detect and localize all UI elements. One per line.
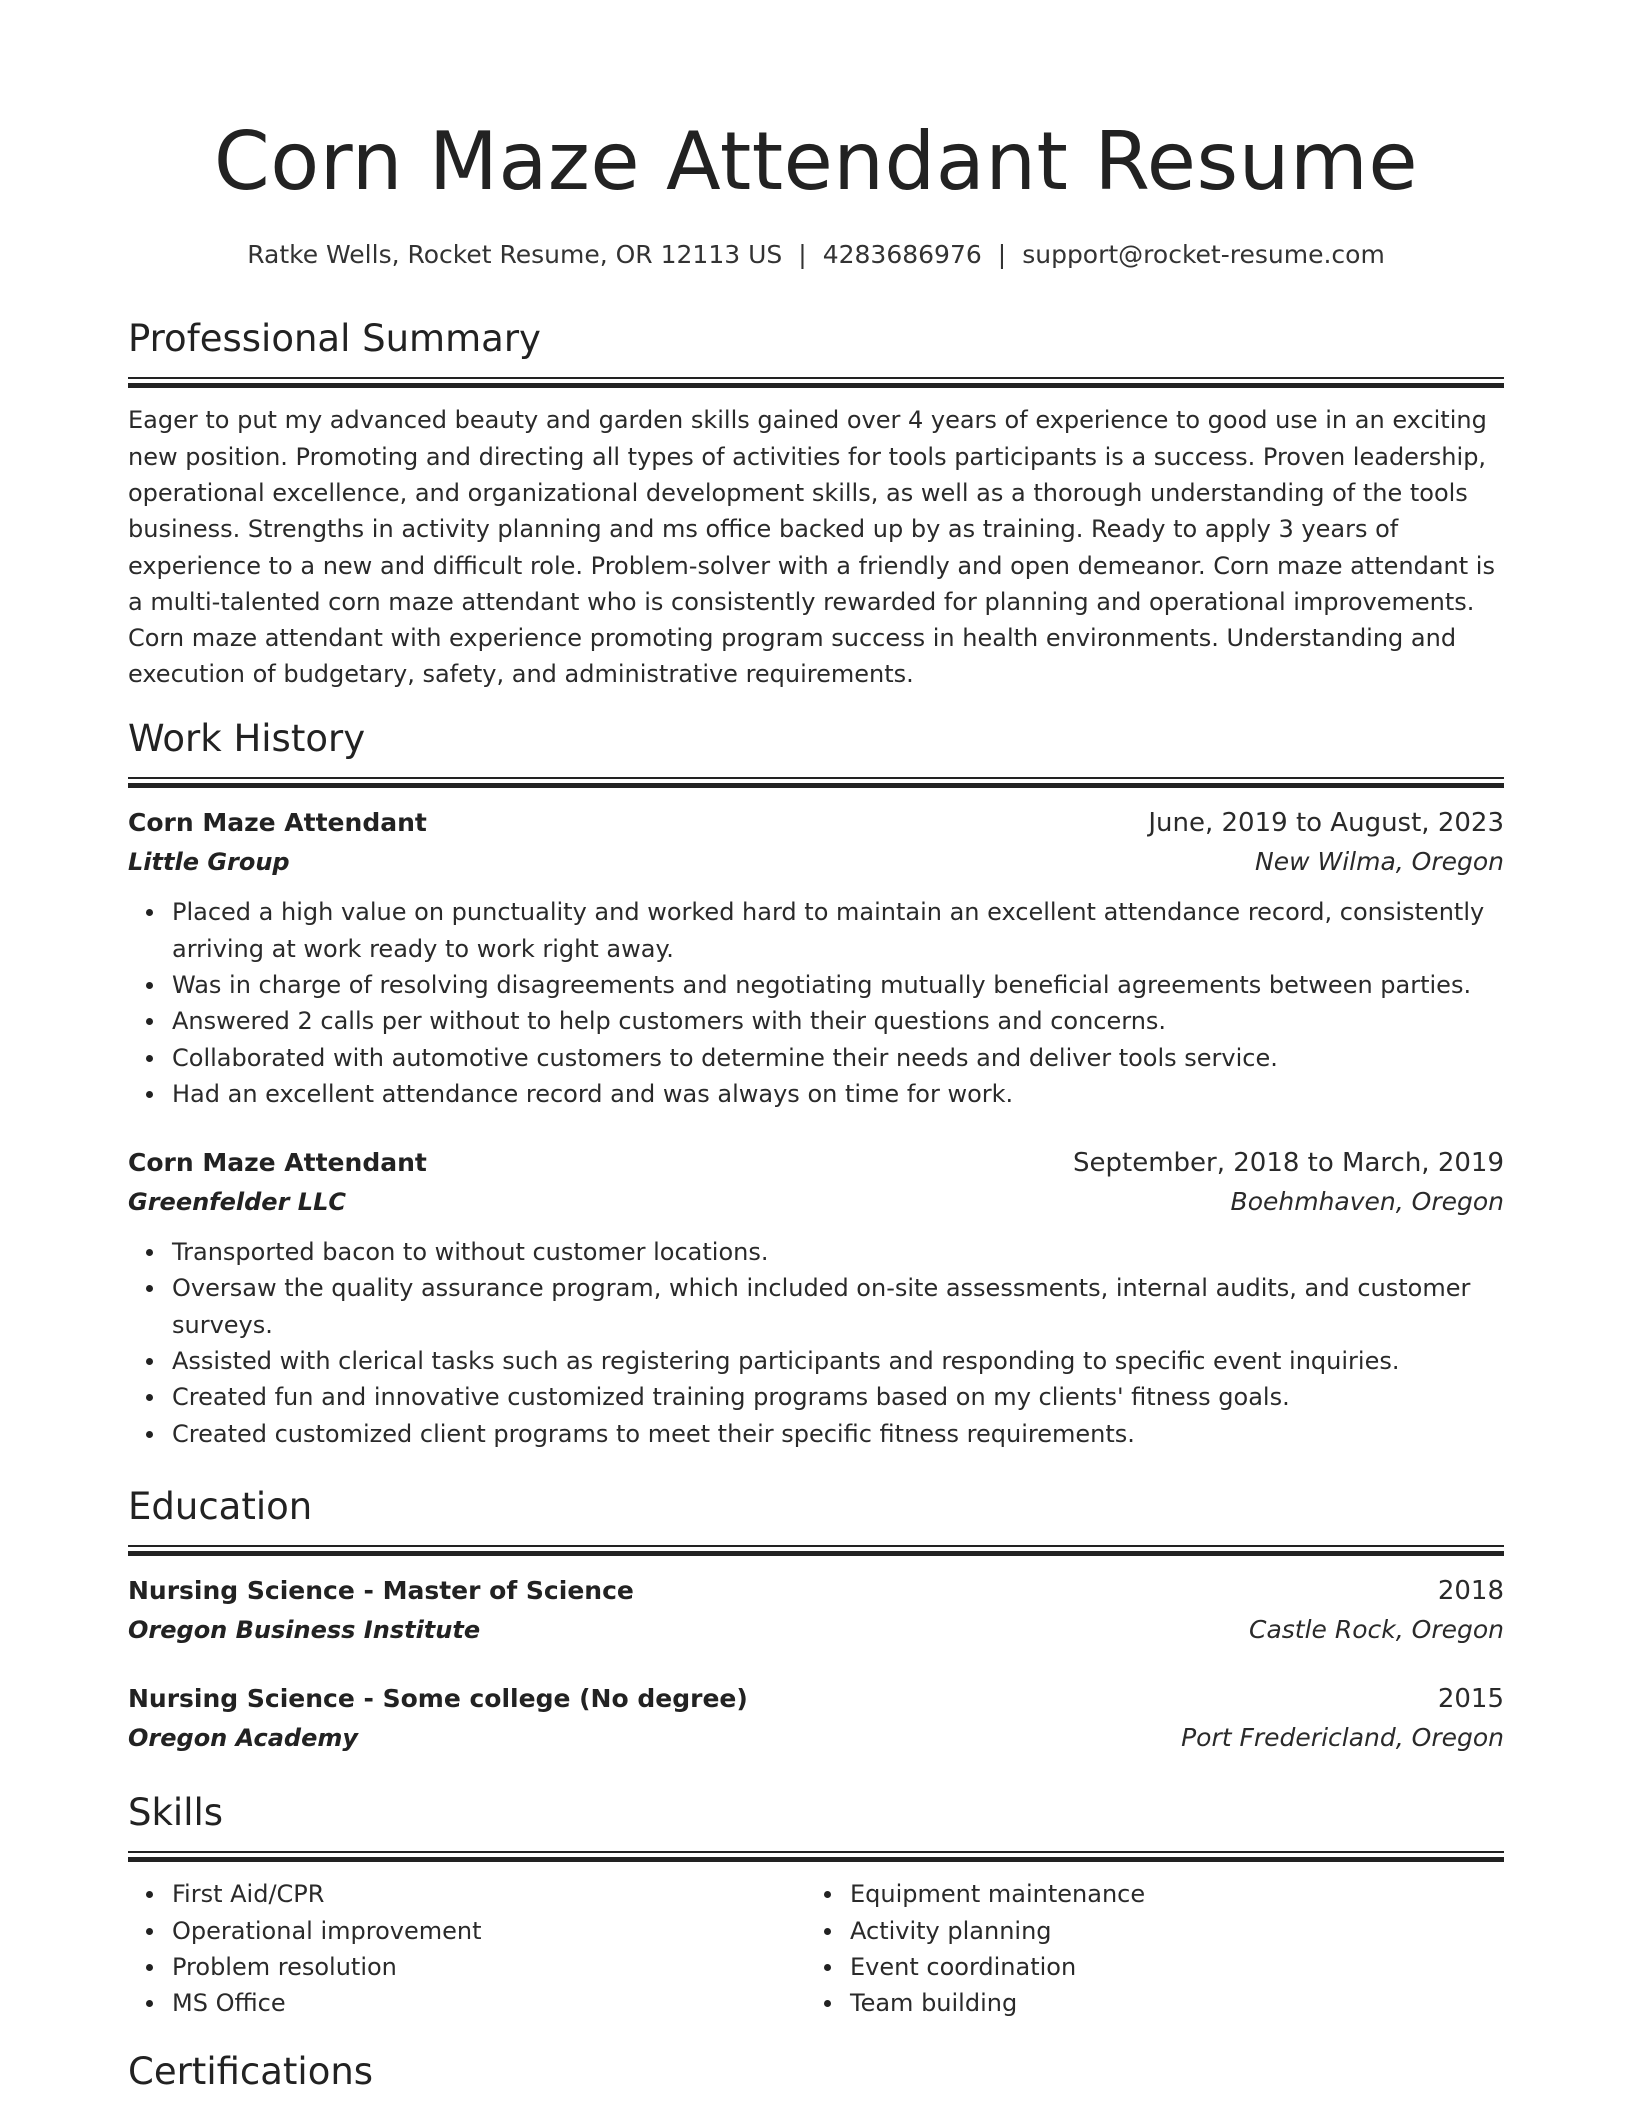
section-heading: Education [128,1485,313,1528]
contact-address: Ratke Wells, Rocket Resume, OR 12113 US [247,240,783,269]
job-duty-item: Assisted with clerical tasks such as registering participants and responding to specific event inquiries. [172,1343,1504,1379]
contact-email: support@rocket-resume.com [1022,240,1385,269]
degree-name: Nursing Science - Some college (No degree) [128,1684,748,1714]
job-dates: September, 2018 to March, 2019 [1073,1148,1504,1179]
skills-column-right [806,1876,1484,2021]
job-location: Boehmhaven, Oregon [1230,1187,1504,1217]
section-heading: Skills [128,1791,224,1834]
degree-name: Nursing Science - Master of Science [128,1576,634,1606]
job-title: Corn Maze Attendant [128,1148,427,1178]
skill-item: Problem resolution [172,1949,806,1985]
education-entry [128,1680,1504,1758]
work-history-section [128,717,1504,1452]
job-duty-item: Collaborated with automotive customers to determine their needs and deliver tools service. [172,1040,1504,1076]
company-name: Little Group [128,848,290,877]
skills-section [128,1791,1504,2022]
contact-line [128,240,1504,269]
section-divider [128,377,1504,388]
section-heading: Work History [128,717,366,760]
skill-item: First Aid/CPR [172,1876,806,1912]
company-name: Greenfelder LLC [128,1188,346,1217]
contact-phone: 4283686976 [822,240,982,269]
graduation-year: 2015 [1437,1684,1504,1715]
certifications-section [128,2050,1504,2094]
school-location: Castle Rock, Oregon [1248,1615,1504,1645]
job-duties [128,1234,1504,1452]
job-duty-item: Created fun and innovative customized training programs based on my clients' fitness goals. [172,1379,1504,1415]
skills-grid [128,1876,1504,2021]
skill-item: Team building [850,1985,1484,2021]
section-divider [128,1545,1504,1556]
job-duty-item: Was in charge of resolving disagreements and negotiating mutually beneficial agreements between parties. [172,967,1504,1003]
skill-item: Activity planning [850,1913,1484,1949]
skill-item: Event coordination [850,1949,1484,1985]
job-entry [128,804,1504,1112]
job-duty-item: Placed a high value on punctuality and worked hard to maintain an excellent attendance record, consistently arriving at work ready to work right away. [172,894,1504,967]
job-duty-item: Oversaw the quality assurance program, which included on-site assessments, internal audits, and customer surveys. [172,1270,1504,1343]
job-duties [128,894,1504,1112]
summary-section [128,317,1504,693]
school-name: Oregon Business Institute [128,1616,481,1645]
job-duty-item: Had an excellent attendance record and was always on time for work. [172,1076,1504,1112]
job-duty-item: Created customized client programs to meet their specific fitness requirements. [172,1416,1504,1452]
school-location: Port Fredericland, Oregon [1181,1723,1504,1753]
contact-separator: | [997,240,1007,269]
job-duty-item: Transported bacon to without customer locations. [172,1234,1504,1270]
graduation-year: 2018 [1437,1576,1504,1607]
education-entry [128,1572,1504,1650]
job-dates: June, 2019 to August, 2023 [1148,808,1504,839]
skill-item: Operational improvement [172,1913,806,1949]
job-entry [128,1144,1504,1452]
section-heading: Professional Summary [128,317,541,360]
contact-separator: | [798,240,807,269]
skill-item: MS Office [172,1985,806,2021]
resume-title: Corn Maze Attendant Resume [213,115,1419,208]
summary-text: Eager to put my advanced beauty and garden skills gained over 4 years of experience to good use in an exciting new position. Promoting and directing all types of activities for tools participants is a success. Proven leadership, operational excellence, and organizational development skills, as well as a thorough understanding of the tools business. Strengths in activity planning and ms office backed up by as training. Ready to apply 3 years of experience to a new and difficult role. Problem-solver with a friendly and open demeanor. Corn maze attendant is a multi-talented corn maze attendant who is consistently rewarded for planning and operational improvements. Corn maze attendant with experience promoting program success in health environments. Understanding and execution of budgetary, safety, and administrative requirements. [128,406,1495,689]
education-section [128,1485,1504,1758]
job-location: New Wilma, Oregon [1255,847,1504,877]
section-heading: Certifications [128,2050,374,2093]
job-title: Corn Maze Attendant [128,808,427,838]
school-name: Oregon Academy [128,1724,358,1753]
section-divider [128,1851,1504,1862]
section-divider [128,777,1504,788]
job-duty-item: Answered 2 calls per without to help customers with their questions and concerns. [172,1003,1504,1039]
skills-column-left [128,1876,806,2021]
skill-item: Equipment maintenance [850,1876,1484,1912]
